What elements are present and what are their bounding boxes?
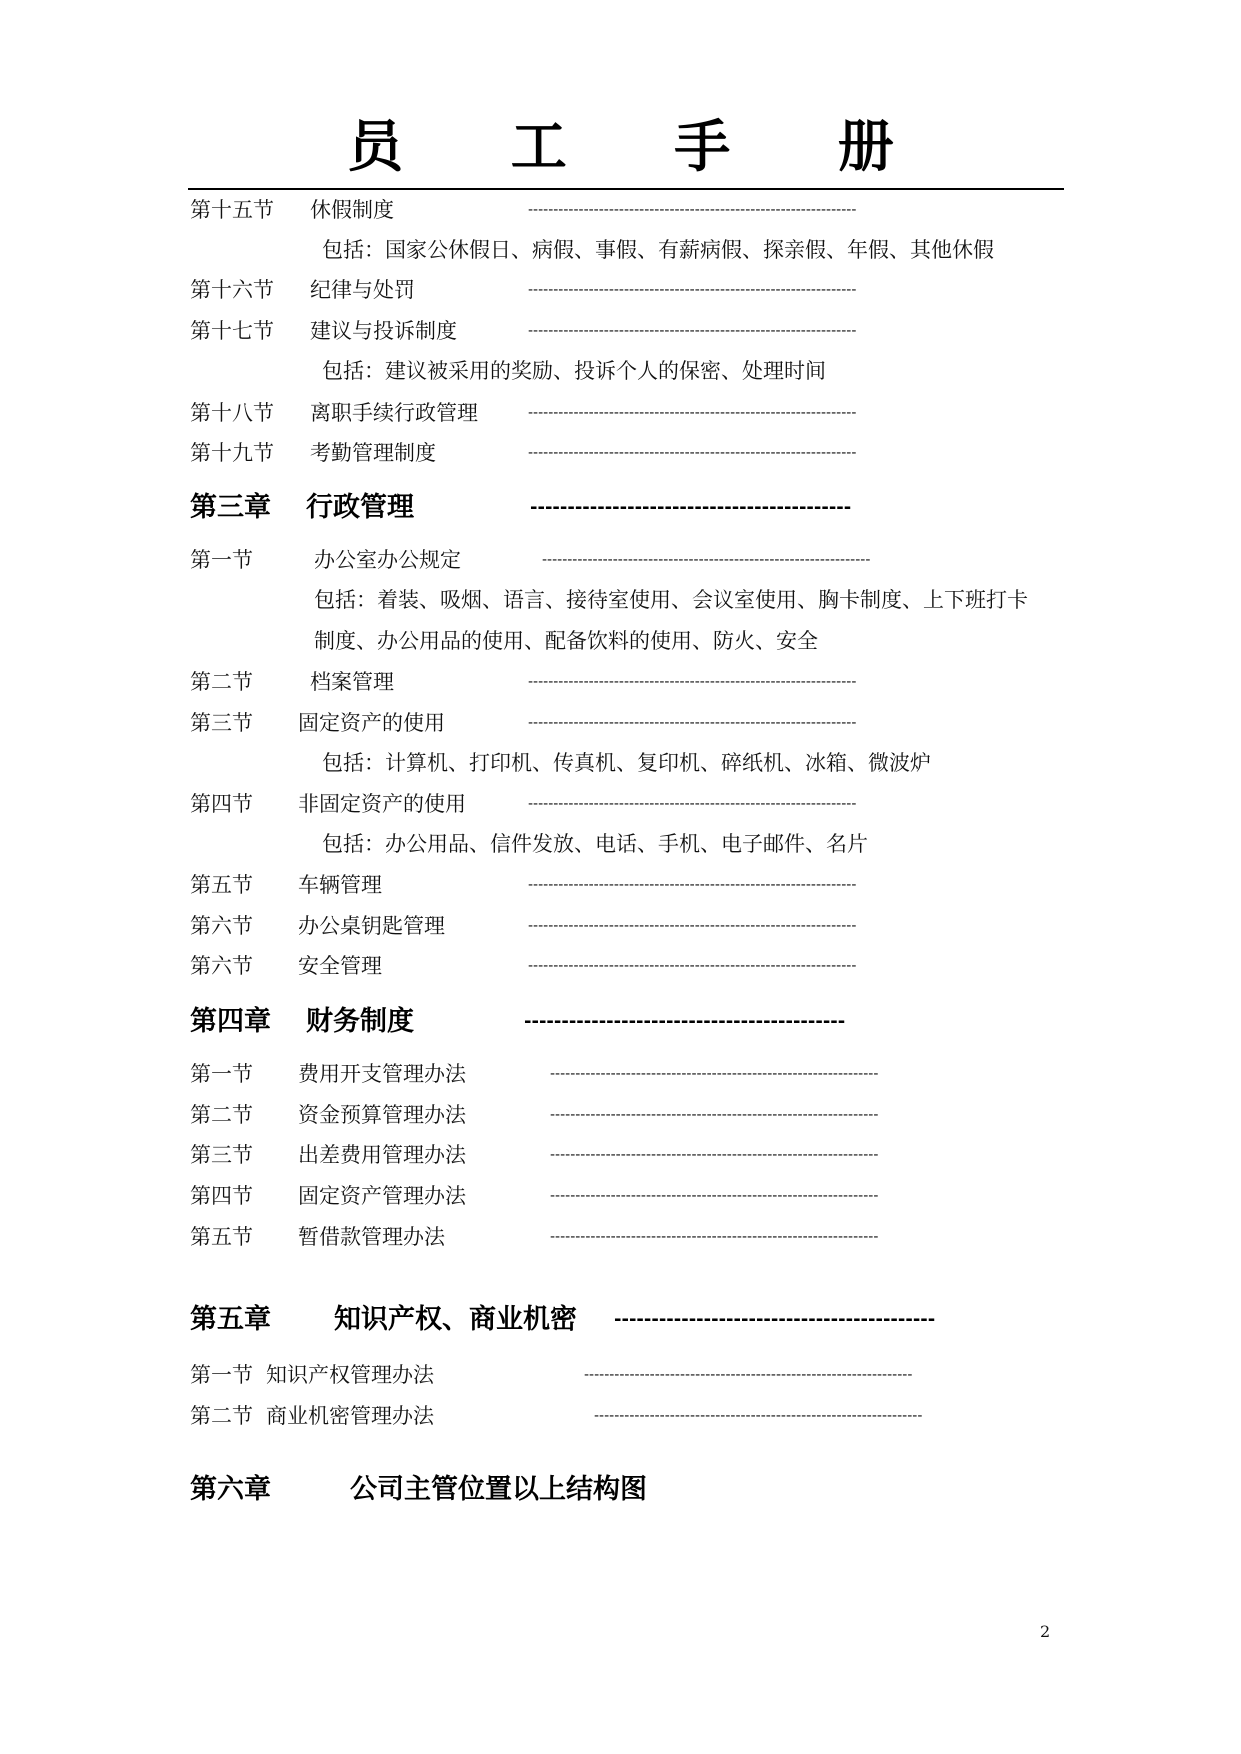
section-number: 第二节 [190, 1103, 253, 1127]
page-title: 员 工 手 册 [347, 115, 938, 180]
toc-entry[interactable] [0, 946, 1241, 986]
section-number: 第四节 [190, 1184, 253, 1208]
page-number: 2 [1040, 1622, 1051, 1641]
toc-entry[interactable] [0, 1396, 1241, 1436]
toc-entry[interactable] [0, 865, 1241, 905]
section-number: 第六节 [190, 914, 253, 938]
toc-entry[interactable] [0, 311, 1241, 351]
section-number: 第十七节 [190, 319, 274, 343]
section-title: 出差费用管理办法 [298, 1143, 466, 1167]
chapter-number: 第六章 [190, 1474, 271, 1505]
section-number: 第二节 [190, 1404, 253, 1428]
section-title: 考勤管理制度 [310, 441, 436, 465]
section-title: 固定资产管理办法 [298, 1184, 466, 1208]
leader-dashes: ------------------------------------------- [524, 1011, 846, 1032]
section-number: 第五节 [190, 1225, 253, 1249]
section-title: 建议与投诉制度 [310, 319, 457, 343]
leader-dashes: ----------------------------------------------------------------- [528, 674, 857, 690]
section-number: 第十六节 [190, 278, 274, 302]
toc-entry[interactable] [0, 1176, 1241, 1216]
section-title: 非固定资产的使用 [298, 792, 466, 816]
section-title: 费用开支管理办法 [298, 1062, 466, 1086]
section-number: 第五节 [190, 873, 253, 897]
section-number: 第一节 [190, 1062, 253, 1086]
section-title: 知识产权管理办法 [266, 1363, 434, 1387]
chapter-number: 第三章 [190, 492, 271, 523]
leader-dashes: ----------------------------------------------------------------- [550, 1229, 879, 1245]
section-number: 第二节 [190, 670, 253, 694]
section-title: 档案管理 [310, 670, 394, 694]
toc-entry[interactable] [0, 1135, 1241, 1175]
leader-dashes: ----------------------------------------------------------------- [584, 1367, 913, 1383]
leader-dashes: ----------------------------------------------------------------- [528, 715, 857, 731]
chapter-title: 知识产权、商业机密 [334, 1304, 577, 1335]
section-title: 固定资产的使用 [298, 711, 445, 735]
leader-dashes: ----------------------------------------------------------------- [594, 1408, 923, 1424]
toc-entry[interactable] [0, 1355, 1241, 1395]
section-title: 暂借款管理办法 [298, 1225, 445, 1249]
section-title: 安全管理 [298, 954, 382, 978]
chapter-number: 第四章 [190, 1006, 271, 1037]
chapter-heading[interactable] [0, 1470, 1241, 1510]
leader-dashes: ----------------------------------------------------------------- [550, 1147, 879, 1163]
toc-entry[interactable] [0, 703, 1241, 743]
section-title: 休假制度 [310, 198, 394, 222]
toc-entry[interactable] [0, 433, 1241, 473]
leader-dashes: ----------------------------------------------------------------- [528, 405, 857, 421]
leader-dashes: ----------------------------------------------------------------- [528, 323, 857, 339]
section-number: 第十五节 [190, 198, 274, 222]
chapter-number: 第五章 [190, 1304, 271, 1335]
chapter-heading[interactable] [0, 1300, 1241, 1340]
chapter-title: 公司主管位置以上结构图 [350, 1474, 647, 1505]
toc-entry[interactable] [0, 1054, 1241, 1094]
toc-entry[interactable] [0, 540, 1241, 580]
section-includes: 制度、办公用品的使用、配备饮料的使用、防火、安全 [314, 629, 818, 653]
section-title: 办公室办公规定 [314, 548, 461, 572]
section-title: 车辆管理 [298, 873, 382, 897]
section-number: 第十八节 [190, 401, 274, 425]
toc-entry[interactable] [0, 270, 1241, 310]
section-includes: 包括：着装、吸烟、语言、接待室使用、会议室使用、胸卡制度、上下班打卡 [314, 588, 1028, 612]
leader-dashes: ----------------------------------------------------------------- [542, 552, 871, 568]
leader-dashes: ------------------------------------------- [614, 1309, 936, 1330]
toc-entry[interactable] [0, 662, 1241, 702]
leader-dashes: ----------------------------------------------------------------- [528, 877, 857, 893]
section-number: 第六节 [190, 954, 253, 978]
section-number: 第三节 [190, 711, 253, 735]
chapter-heading[interactable] [0, 488, 1241, 528]
leader-dashes: ----------------------------------------------------------------- [528, 282, 857, 298]
leader-dashes: ----------------------------------------------------------------- [528, 796, 857, 812]
section-includes: 包括：国家公休假日、病假、事假、有薪病假、探亲假、年假、其他休假 [322, 238, 994, 262]
section-number: 第四节 [190, 792, 253, 816]
section-number: 第三节 [190, 1143, 253, 1167]
leader-dashes: ------------------------------------------- [530, 497, 852, 518]
leader-dashes: ----------------------------------------------------------------- [528, 918, 857, 934]
section-includes: 包括：计算机、打印机、传真机、复印机、碎纸机、冰箱、微波炉 [322, 751, 931, 775]
section-number: 第一节 [190, 1363, 253, 1387]
section-number: 第一节 [190, 548, 253, 572]
leader-dashes: ----------------------------------------------------------------- [550, 1188, 879, 1204]
toc-entry[interactable] [0, 906, 1241, 946]
section-title: 资金预算管理办法 [298, 1103, 466, 1127]
toc-entry[interactable] [0, 784, 1241, 824]
section-includes: 包括：建议被采用的奖励、投诉个人的保密、处理时间 [322, 359, 826, 383]
toc-entry[interactable] [0, 1217, 1241, 1257]
section-title: 离职手续行政管理 [310, 401, 478, 425]
section-number: 第十九节 [190, 441, 274, 465]
leader-dashes: ----------------------------------------------------------------- [528, 202, 857, 218]
toc-entry[interactable] [0, 1095, 1241, 1135]
leader-dashes: ----------------------------------------------------------------- [528, 445, 857, 461]
toc-entry[interactable] [0, 393, 1241, 433]
leader-dashes: ----------------------------------------------------------------- [528, 958, 857, 974]
chapter-title: 财务制度 [306, 1006, 414, 1037]
chapter-title: 行政管理 [306, 492, 414, 523]
leader-dashes: ----------------------------------------------------------------- [550, 1066, 879, 1082]
leader-dashes: ----------------------------------------------------------------- [550, 1107, 879, 1123]
chapter-heading[interactable] [0, 1002, 1241, 1042]
section-title: 办公桌钥匙管理 [298, 914, 445, 938]
section-title: 商业机密管理办法 [266, 1404, 434, 1428]
section-title: 纪律与处罚 [310, 278, 415, 302]
section-includes: 包括：办公用品、信件发放、电话、手机、电子邮件、名片 [322, 832, 868, 856]
toc-entry[interactable] [0, 190, 1241, 230]
